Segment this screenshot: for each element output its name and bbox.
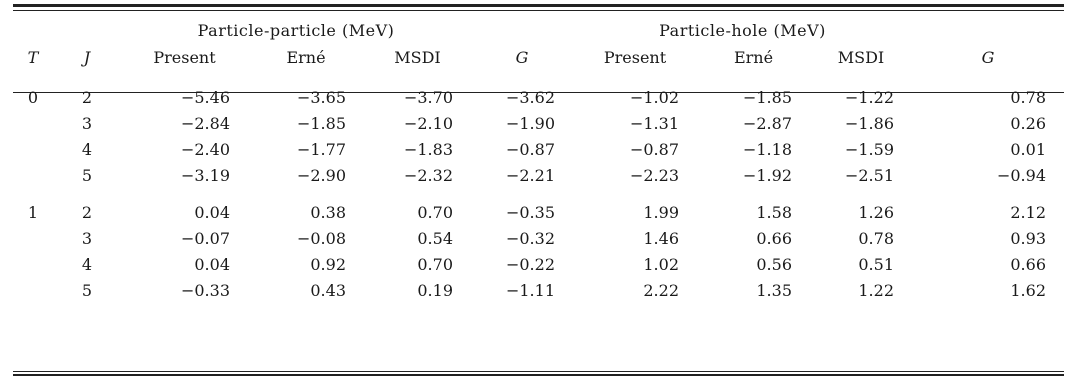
table-row — [13, 110, 1064, 136]
cell-ph-present: −1.31 — [629, 113, 679, 133]
cell-ph-G: −0.94 — [996, 165, 1046, 185]
cell-pp-G: −1.11 — [505, 280, 555, 300]
cell-pp-present: −2.84 — [180, 113, 230, 133]
cell-J: 4 — [81, 254, 93, 274]
cell-pp-present: −5.46 — [180, 87, 230, 107]
cell-J: 2 — [81, 87, 93, 107]
cell-pp-msdi: 0.70 — [417, 202, 453, 222]
cell-T: 1 — [27, 202, 39, 222]
cell-ph-present: 1.99 — [643, 202, 679, 222]
cell-ph-erne: −1.85 — [742, 87, 792, 107]
cell-T — [13, 277, 53, 303]
column-header-ph-present: Present — [603, 47, 667, 67]
column-header-pp-msdi: MSDI — [394, 47, 441, 67]
cell-pp-G: −0.22 — [505, 254, 555, 274]
cell-ph-present: −2.23 — [629, 165, 679, 185]
cell-pp-erne: 0.43 — [310, 280, 346, 300]
cell-T: 0 — [27, 87, 39, 107]
cell-pp-erne: −3.65 — [296, 87, 346, 107]
table-row — [13, 225, 1064, 251]
cell-ph-present: −1.02 — [629, 87, 679, 107]
cell-pp-present: −0.07 — [180, 228, 230, 248]
cell-T — [13, 251, 53, 277]
cell-pp-G: −0.35 — [505, 202, 555, 222]
column-header-pp-G: G — [515, 47, 529, 67]
cell-pp-msdi: −3.70 — [403, 87, 453, 107]
cell-ph-msdi: 1.26 — [858, 202, 894, 222]
cell-pp-G: −2.21 — [505, 165, 555, 185]
cell-ph-present: 2.22 — [643, 280, 679, 300]
interaction-energy-table — [13, 18, 1064, 303]
cell-pp-G: −0.32 — [505, 228, 555, 248]
cell-ph-erne: 1.35 — [756, 280, 792, 300]
column-header-ph-msdi: MSDI — [837, 47, 885, 67]
cell-pp-present: 0.04 — [194, 254, 230, 274]
cell-J: 3 — [81, 228, 93, 248]
cell-ph-msdi: −2.51 — [844, 165, 894, 185]
table-row — [13, 277, 1064, 303]
cell-pp-G: −3.62 — [505, 87, 555, 107]
cell-ph-erne: 0.56 — [756, 254, 792, 274]
column-header-J: J — [83, 47, 91, 67]
cell-ph-erne: −1.18 — [742, 139, 792, 159]
column-header-T: T — [27, 47, 39, 67]
cell-T — [13, 162, 53, 188]
cell-pp-erne: −0.08 — [296, 228, 346, 248]
table-row — [13, 136, 1064, 162]
column-header-pp-erne: Erné — [286, 47, 326, 67]
bottom-rule-thick — [13, 374, 1064, 376]
cell-pp-erne: 0.38 — [310, 202, 346, 222]
cell-ph-msdi: −1.22 — [844, 87, 894, 107]
bottom-rule-thin — [13, 371, 1064, 372]
cell-T — [13, 110, 53, 136]
cell-ph-G: 0.66 — [1010, 254, 1046, 274]
cell-ph-msdi: −1.59 — [844, 139, 894, 159]
cell-ph-erne: −1.92 — [742, 165, 792, 185]
cell-T — [13, 225, 53, 251]
cell-ph-present: −0.87 — [629, 139, 679, 159]
table-row — [13, 84, 1064, 110]
cell-ph-erne: 1.58 — [756, 202, 792, 222]
cell-pp-erne: −1.85 — [296, 113, 346, 133]
table-row — [13, 162, 1064, 188]
cell-pp-present: −2.40 — [180, 139, 230, 159]
cell-ph-present: 1.46 — [643, 228, 679, 248]
cell-ph-G: 0.78 — [1010, 87, 1046, 107]
cell-pp-erne: −2.90 — [296, 165, 346, 185]
table-row — [13, 251, 1064, 277]
cell-ph-G: 1.62 — [1010, 280, 1046, 300]
cell-pp-erne: −1.77 — [296, 139, 346, 159]
cell-ph-present: 1.02 — [643, 254, 679, 274]
cell-pp-G: −0.87 — [505, 139, 555, 159]
table-body — [13, 72, 1064, 303]
cell-ph-G: 2.12 — [1010, 202, 1046, 222]
column-header-pp-present: Present — [153, 47, 216, 67]
cell-pp-G: −1.90 — [505, 113, 555, 133]
cell-J: 3 — [81, 113, 93, 133]
cell-pp-msdi: 0.70 — [417, 254, 453, 274]
top-rule-thin — [13, 10, 1064, 11]
cell-ph-msdi: −1.86 — [844, 113, 894, 133]
cell-ph-erne: −2.87 — [742, 113, 792, 133]
cell-pp-erne: 0.92 — [310, 254, 346, 274]
particle-particle-group-header: Particle-particle (MeV) — [197, 20, 395, 40]
table-row — [13, 199, 1064, 225]
cell-ph-msdi: 0.78 — [858, 228, 894, 248]
cell-ph-msdi: 0.51 — [858, 254, 894, 274]
cell-pp-msdi: −2.32 — [403, 165, 453, 185]
column-header-ph-erne: Erné — [733, 47, 774, 67]
cell-pp-present: −0.33 — [180, 280, 230, 300]
cell-pp-present: 0.04 — [194, 202, 230, 222]
cell-ph-G: 0.01 — [1010, 139, 1046, 159]
cell-pp-msdi: 0.19 — [417, 280, 453, 300]
column-header-ph-G: G — [981, 47, 995, 67]
cell-T — [13, 136, 53, 162]
cell-pp-present: −3.19 — [180, 165, 230, 185]
particle-hole-group-header: Particle-hole (MeV) — [659, 20, 826, 40]
cell-ph-erne: 0.66 — [756, 228, 792, 248]
cell-J: 5 — [81, 165, 93, 185]
cell-pp-msdi: 0.54 — [417, 228, 453, 248]
cell-ph-msdi: 1.22 — [858, 280, 894, 300]
cell-ph-G: 0.93 — [1010, 228, 1046, 248]
cell-J: 4 — [81, 139, 93, 159]
cell-pp-msdi: −2.10 — [403, 113, 453, 133]
cell-J: 2 — [81, 202, 93, 222]
cell-ph-G: 0.26 — [1010, 113, 1046, 133]
cell-pp-msdi: −1.83 — [403, 139, 453, 159]
top-rule-thick — [13, 4, 1064, 7]
cell-J: 5 — [81, 280, 93, 300]
